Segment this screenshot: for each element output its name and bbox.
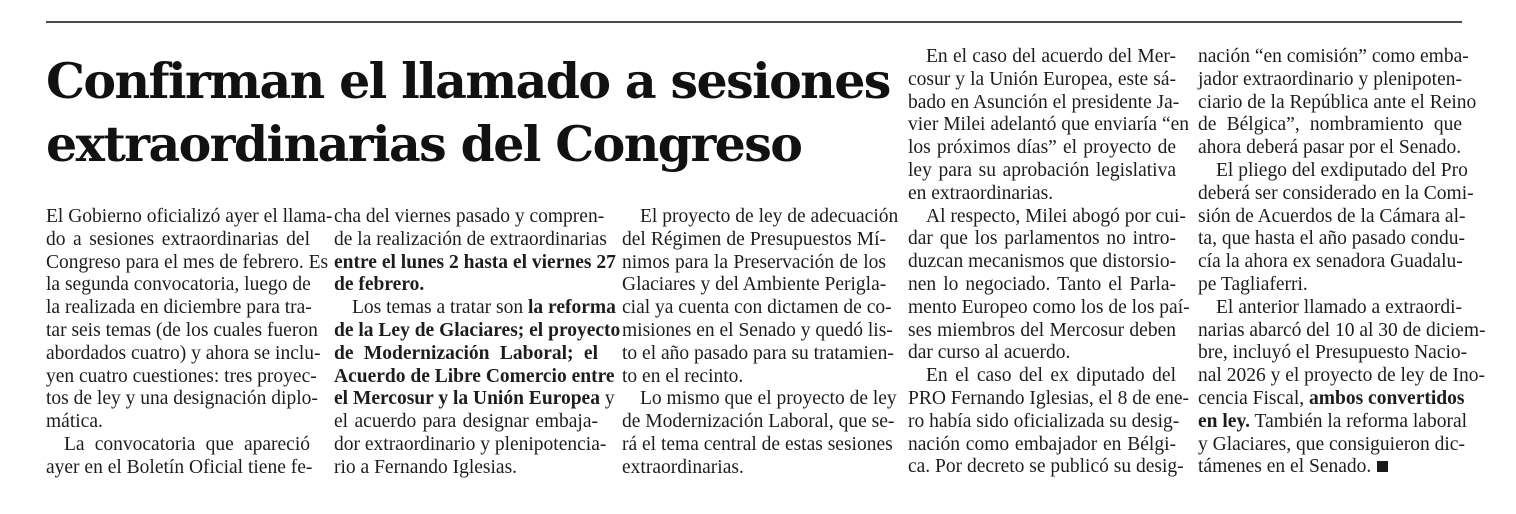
body-column-5 <box>1198 46 1486 479</box>
text-run: misiones en el Senado y quedó lis- <box>622 319 893 341</box>
text-line <box>46 206 333 229</box>
text-line <box>1198 319 1486 343</box>
text-run: abordados cuatro) y ahora se inclu- <box>46 342 321 364</box>
text-run: nación “en comisión” como emba- <box>1198 46 1469 67</box>
text-run: Lo mismo que el proyecto de ley <box>640 388 897 410</box>
text-run: dar curso al acuerdo. <box>908 342 1071 364</box>
text-line <box>908 137 1176 160</box>
text-line <box>622 274 886 297</box>
text-run: bado en Asunción el presidente Ja- <box>908 91 1180 113</box>
end-of-article-mark <box>1377 461 1388 472</box>
bold-run: en ley. <box>1198 410 1250 432</box>
text-run: la segunda convocatoria, luego de <box>46 274 311 296</box>
text-line <box>908 434 1176 457</box>
text-line <box>334 274 598 297</box>
text-run: támenes en el Senado. <box>1198 456 1372 478</box>
text-run: tos de ley y una designación diplo- <box>46 388 318 410</box>
text-run: mática. <box>46 411 103 433</box>
text-line <box>622 297 892 320</box>
text-line <box>908 114 1189 137</box>
text-run: Al respecto, Milei abogó por cui- <box>926 205 1186 227</box>
text-line <box>908 387 1190 411</box>
bold-run: el Mercosur y la Unión Europea <box>334 388 600 410</box>
text-line <box>334 343 598 366</box>
text-line <box>908 46 1176 69</box>
text-line <box>1198 159 1468 183</box>
text-run: nal 2026 y el proyecto de ley de Ino- <box>1198 365 1485 387</box>
text-line <box>46 411 310 434</box>
text-run: El pliego del exdiputado del Pro <box>1216 159 1468 181</box>
bold-run: entre el lunes 2 hasta el viernes 27 <box>334 251 616 273</box>
text-line <box>334 319 621 343</box>
text-run: de Bélgica”, nombramiento que <box>1198 114 1462 136</box>
text-line <box>908 456 1184 479</box>
text-line <box>1198 387 1465 411</box>
bold-run: Acuerdo de Libre Comercio entre <box>334 365 615 387</box>
text-line <box>46 319 318 343</box>
text-run: El Gobierno oficializó ayer el llama- <box>46 206 333 227</box>
text-line <box>1198 91 1477 115</box>
text-line <box>908 228 1176 251</box>
text-run: del Régimen de Presupuestos Mí- <box>622 228 886 250</box>
text-run: ro había sido oficializada su desig- <box>908 410 1180 432</box>
text-run: sión de Acuerdos de la Cámara al- <box>1198 205 1466 227</box>
text-run: ciario de la República ante el Reino <box>1198 91 1477 113</box>
text-line <box>908 320 1176 343</box>
text-run: ta, que hasta el año pasado condu- <box>1198 228 1465 250</box>
text-line <box>46 229 310 252</box>
text-run: cha del viernes pasado y compren- <box>334 206 605 227</box>
text-run: El proyecto de ley de adecuación <box>640 206 899 227</box>
text-run: los próximos días” el proyecto de <box>908 137 1176 159</box>
text-run: deberá ser considerado en la Comi- <box>1198 182 1474 204</box>
text-line <box>46 388 318 411</box>
headline-line: Confirman el llamado a sesiones <box>46 52 890 110</box>
text-run: vier Milei adelantó que enviaría “en <box>908 114 1189 136</box>
text-run: dor extraordinario y plenipotencia- <box>334 433 607 455</box>
text-run: do a sesiones extraordinarias del <box>46 228 310 250</box>
text-run: narias abarcó del 10 al 30 de diciem- <box>1198 319 1486 341</box>
text-run: dar que los parlamentos no intro- <box>908 228 1176 250</box>
body-column-1 <box>46 206 333 480</box>
text-run: La convocatoria que apareció <box>64 433 310 455</box>
text-line <box>46 456 313 480</box>
text-run: Los temas a tratar son <box>352 297 528 319</box>
text-run: ley para su aprobación legislativa <box>908 159 1176 181</box>
text-run: ayer en el Boletín Oficial tiene fe- <box>46 456 313 478</box>
text-line <box>908 160 1176 183</box>
text-line <box>1198 410 1468 434</box>
text-line <box>908 251 1176 274</box>
text-run: En el caso del ex diputado del <box>926 365 1176 387</box>
body-column-4 <box>908 46 1190 479</box>
text-run: y Glaciares, que consiguieron dic- <box>1198 433 1465 455</box>
text-line <box>334 388 615 411</box>
text-run: nación como embajador en Bélgi- <box>908 433 1176 455</box>
text-run: de la realización de extraordinarias <box>334 228 607 250</box>
bold-run: de febrero. <box>334 274 425 296</box>
text-line <box>334 251 616 275</box>
text-run: También la reforma laboral <box>1250 410 1468 432</box>
text-line <box>334 457 598 480</box>
text-run: PRO Fernando Iglesias, el 8 de ene- <box>908 387 1190 409</box>
text-line <box>622 433 893 457</box>
text-line <box>1198 456 1462 479</box>
text-line <box>1198 433 1465 457</box>
text-run: cosur y la Unión Europea, este sá- <box>908 68 1176 90</box>
text-run: rá el tema central de estas sesiones <box>622 433 893 455</box>
text-run: duzcan mecanismos que distorsio- <box>908 251 1177 273</box>
text-run: yen cuatro cuestiones: tres proyec- <box>46 365 317 387</box>
text-run: rio a Fernando Iglesias. <box>334 456 518 478</box>
text-line <box>1198 46 1469 69</box>
bold-run: de la Ley de Glaciares; el proyecto <box>334 319 621 341</box>
text-line <box>334 206 605 229</box>
text-run: extraordinarias. <box>622 456 744 478</box>
text-run: en extraordinarias. <box>908 182 1054 204</box>
text-line <box>334 365 615 389</box>
text-line <box>622 388 897 411</box>
text-run: nen lo negociado. Tanto el Parla- <box>908 273 1176 295</box>
text-run: cial ya cuenta con dictamen de co- <box>622 297 892 319</box>
text-run: tar seis temas (de los cuales fueron <box>46 319 318 341</box>
text-line <box>908 69 1176 92</box>
text-run: el acuerdo para designar embaja- <box>334 411 598 433</box>
text-run: to en el recinto. <box>622 365 744 387</box>
text-line <box>1198 365 1485 388</box>
text-line <box>908 342 1176 365</box>
body-column-3 <box>622 206 899 480</box>
bold-run: ambos convertidos <box>1309 387 1465 409</box>
text-run: de Modernización Laboral, que se- <box>622 411 895 433</box>
text-line <box>46 365 317 389</box>
bold-run: de Modernización Laboral; el <box>334 342 598 364</box>
text-run: Glaciares y del Ambiente Perigla- <box>622 274 887 296</box>
text-line <box>908 365 1176 388</box>
bold-run: la reforma <box>528 297 616 319</box>
text-line <box>908 205 1186 229</box>
text-line <box>334 297 616 320</box>
text-line <box>622 206 899 229</box>
body-column-2 <box>334 206 621 480</box>
text-line <box>908 183 1176 206</box>
text-run: jador extraordinario y plenipoten- <box>1198 68 1462 90</box>
text-line <box>46 297 310 320</box>
text-line <box>1198 137 1462 160</box>
text-line <box>622 252 886 275</box>
text-line <box>908 296 1190 320</box>
text-run: nimos para la Preservación de los <box>622 251 886 273</box>
text-line <box>1198 205 1466 229</box>
text-line <box>334 411 598 434</box>
text-line <box>1198 69 1462 92</box>
text-line <box>1198 114 1462 137</box>
text-line <box>622 342 894 366</box>
text-run: ses miembros del Mercosur deben <box>908 319 1176 341</box>
text-run: y <box>599 388 615 410</box>
text-line <box>622 366 886 389</box>
text-line <box>1198 228 1465 251</box>
text-line <box>908 274 1176 297</box>
text-run: pe Tagliaferri. <box>1198 273 1308 295</box>
text-line <box>1198 251 1462 274</box>
text-run: ahora deberá pasar por el Senado. <box>1198 137 1462 159</box>
text-line <box>908 410 1180 434</box>
text-line <box>622 457 886 480</box>
text-run: ca. Por decreto se publicó su desig- <box>908 456 1184 478</box>
text-line <box>46 434 310 457</box>
text-line <box>1198 274 1462 297</box>
text-run: Congreso para el mes de febrero. Es <box>46 251 329 273</box>
text-run: El anterior llamado a extraordi- <box>1216 296 1462 318</box>
text-line <box>622 319 893 343</box>
text-line <box>46 342 321 366</box>
text-run: to el año pasado para su tratamien- <box>622 342 894 364</box>
text-run: la realizada en diciembre para tra- <box>46 297 312 319</box>
text-run: cencia Fiscal, <box>1198 387 1309 409</box>
top-rule <box>46 21 1462 23</box>
text-run: cía la ahora ex senadora Guadalu- <box>1198 251 1463 273</box>
text-line <box>1198 182 1474 206</box>
text-line <box>622 411 895 434</box>
text-line <box>1198 297 1462 320</box>
text-line <box>46 274 310 297</box>
text-line <box>46 251 329 275</box>
text-line <box>622 229 886 252</box>
headline <box>46 50 906 176</box>
text-run: En el caso del acuerdo del Mer- <box>926 46 1176 67</box>
headline-line: extraordinarias del Congreso <box>46 115 802 173</box>
text-line <box>334 433 607 457</box>
text-line <box>334 228 607 252</box>
text-line <box>908 91 1180 115</box>
text-line <box>1198 342 1468 365</box>
text-run: mento Europeo como los de los paí- <box>908 296 1190 318</box>
text-run: bre, incluyó el Presupuesto Nacio- <box>1198 342 1468 364</box>
